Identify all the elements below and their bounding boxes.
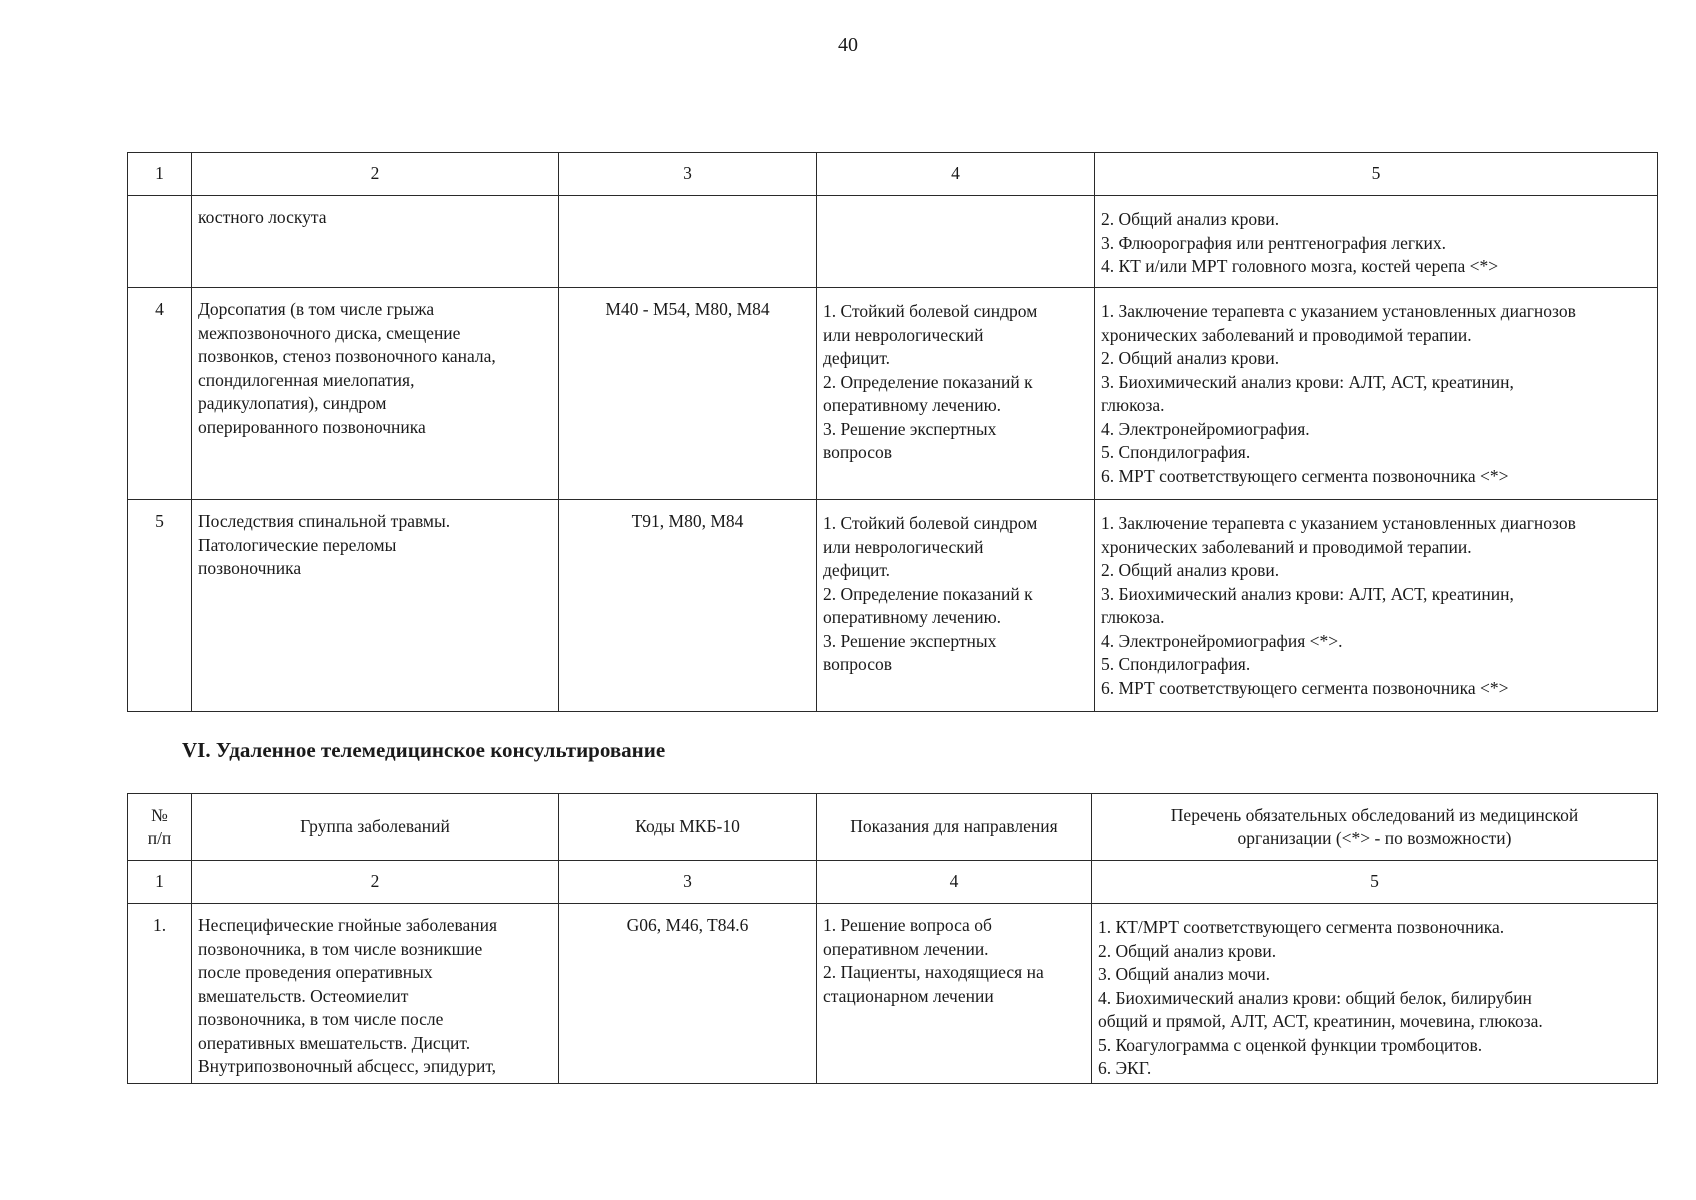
column-number: 2 [192,861,559,904]
exam-line: 2. Общий анализ крови. [1098,940,1277,961]
header-row [128,794,1658,861]
exam-line: 1. Заключение терапевта с указанием установленных диагнозов [1101,301,1576,321]
exam-line: 6. МРТ соответствующего сегмента позвоночника <*> [1101,677,1509,698]
disease-group-line: позвоночника [198,558,302,578]
table-row [128,500,1658,712]
exam-line: 5. Спондилография. [1101,442,1251,462]
header-number [128,794,192,861]
exam-line: 4. Электронейромиография <*>. [1101,630,1343,651]
indications-cell [817,288,1095,500]
exam-line: 1. КТ/МРТ соответствующего сегмента позвоночника. [1098,917,1505,937]
row-number [128,196,192,288]
icd-codes-cell: M40 - M54, M80, M84 [559,288,817,500]
exam-line: 2. Общий анализ крови. [1101,209,1280,229]
indication-line: оперативному лечению. [823,395,1002,415]
indication-line: оперативному лечению. [823,607,1002,627]
disease-group-cell [192,500,559,712]
exam-line: 2. Общий анализ крови. [1101,348,1280,368]
indication-line: или неврологический [823,324,984,345]
row-number: 1. [128,904,192,1084]
indication-line: 1. Решение вопроса об [823,915,992,935]
disease-group-line: спондилогенная миелопатия, [198,369,415,390]
header-icd-codes: Коды МКБ-10 [559,794,817,861]
disease-group-line: оперированного позвоночника [198,416,426,437]
icd-codes-cell: T91, M80, M84 [559,500,817,712]
column-number-row [128,153,1658,196]
exams-cell [1092,904,1658,1084]
indication-line: 2. Пациенты, находящиеся на [823,962,1044,982]
disease-group-line: Последствия спинальной травмы. [198,511,451,531]
exam-line: 4. КТ и/или МРТ головного мозга, костей черепа <*> [1101,256,1499,276]
column-number: 3 [559,153,817,196]
exam-line: общий и прямой, АЛТ, АСТ, креатинин, мочевина, глюкоза. [1098,1011,1543,1031]
row-number: 4 [128,288,192,500]
column-number: 5 [1092,861,1658,904]
icd-codes-cell: G06, M46, T84.6 [559,904,817,1084]
disease-group-line: позвоночника, в том числе возникшие [198,938,483,959]
disease-group-cell [192,196,559,288]
header-indications: Показания для направления [817,794,1092,861]
exam-line: 1. Заключение терапевта с указанием установленных диагнозов [1101,513,1576,533]
indication-line: стационарном лечении [823,985,994,1006]
disease-group-line: позвонков, стеноз позвоночного канала, [198,346,496,366]
header-exams [1092,794,1658,861]
row-number: 5 [128,500,192,712]
exam-line: 3. Биохимический анализ крови: АЛТ, АСТ, креатинин, [1101,583,1514,604]
exam-line: 2. Общий анализ крови. [1101,560,1280,580]
column-number: 4 [817,153,1095,196]
disease-group-line: вмешательств. Остеомиелит [198,985,409,1006]
header-number-line: п/п [147,828,172,848]
indications-cell [817,904,1092,1084]
column-number-row [128,861,1658,904]
exam-line: 4. Биохимический анализ крови: общий белок, билирубин [1098,987,1532,1008]
top-table [127,152,1658,712]
indication-line: 1. Стойкий болевой синдром [823,301,1038,321]
disease-group-line: Патологические переломы [198,534,397,555]
bottom-table [127,793,1658,1084]
column-number: 4 [817,861,1092,904]
header-number-line: № [151,804,168,825]
disease-group-line: Внутрипозвоночный абсцесс, эпидурит, [198,1056,497,1076]
disease-group-line: после проведения оперативных [198,962,433,982]
exam-line: 6. МРТ соответствующего сегмента позвоночника <*> [1101,465,1509,486]
exam-line: 3. Общий анализ мочи. [1098,964,1270,984]
indication-line: вопросов [823,442,892,462]
indication-line: оперативном лечении. [823,938,989,959]
disease-group-cell [192,904,559,1084]
exams-cell [1095,196,1658,288]
disease-group-line: костного лоскута [198,207,327,227]
indication-line: дефицит. [823,560,891,580]
table-row [128,288,1658,500]
disease-group-cell [192,288,559,500]
exam-line: глюкоза. [1101,607,1165,627]
indication-line: вопросов [823,654,892,674]
page-number: 40 [838,34,858,56]
column-number: 2 [192,153,559,196]
indication-line: 3. Решение экспертных [823,418,997,439]
exams-cell [1095,288,1658,500]
icd-codes-cell [559,196,817,288]
indications-cell [817,196,1095,288]
header-exams-line: организации (<*> - по возможности) [1237,828,1512,848]
indications-cell [817,500,1095,712]
indication-line: 3. Решение экспертных [823,630,997,651]
exam-line: хронических заболеваний и проводимой терапии. [1101,536,1472,557]
exam-line: глюкоза. [1101,395,1165,415]
column-number: 1 [128,861,192,904]
header-exams-line: Перечень обязательных обследований из медицинской [1170,804,1579,825]
exam-line: 3. Биохимический анализ крови: АЛТ, АСТ, креатинин, [1101,371,1514,392]
disease-group-line: оперативных вмешательств. Дисцит. [198,1032,471,1053]
disease-group-line: радикулопатия), синдром [198,393,387,413]
disease-group-line: Неспецифические гнойные заболевания [198,915,498,935]
section-heading: VI. Удаленное телемедицинское консультирование [182,738,666,762]
disease-group-line: Дорсопатия (в том числе грыжа [198,299,435,319]
disease-group-line: позвоночника, в том числе после [198,1009,444,1029]
table-row [128,904,1658,1084]
exam-line: хронических заболеваний и проводимой терапии. [1101,324,1472,345]
indication-line: дефицит. [823,348,891,368]
column-number: 1 [128,153,192,196]
indication-line: или неврологический [823,536,984,557]
exam-line: 6. ЭКГ. [1098,1058,1152,1078]
exam-line: 3. Флюорография или рентгенография легких. [1101,232,1447,253]
table-row [128,196,1658,288]
indication-line: 1. Стойкий болевой синдром [823,513,1038,533]
exam-line: 5. Коагулограмма с оценкой функции тромбоцитов. [1098,1034,1483,1055]
column-number: 5 [1095,153,1658,196]
header-disease-group: Группа заболеваний [192,794,559,861]
exams-cell [1095,500,1658,712]
column-number: 3 [559,861,817,904]
exam-line: 4. Электронейромиография. [1101,418,1310,439]
disease-group-line: межпозвоночного диска, смещение [198,322,461,343]
exam-line: 5. Спондилография. [1101,654,1251,674]
indication-line: 2. Определение показаний к [823,583,1033,604]
indication-line: 2. Определение показаний к [823,371,1033,392]
